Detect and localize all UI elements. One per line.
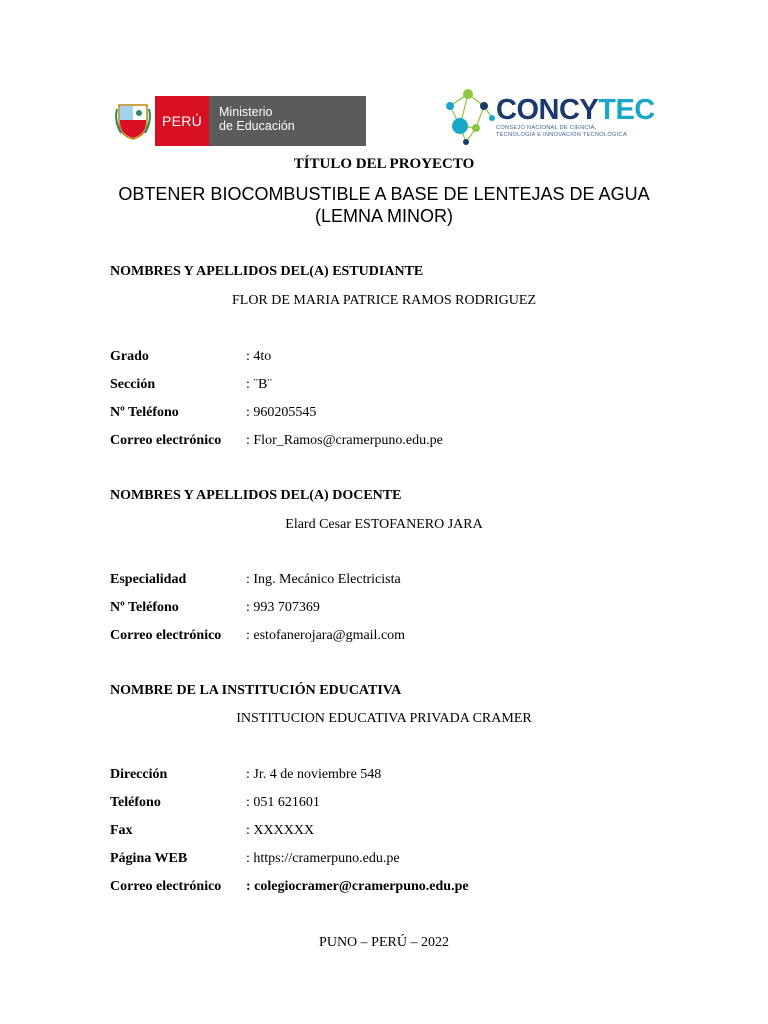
minedu-logo — [110, 96, 366, 146]
student-name: FLOR DE MARIA PATRICE RAMOS RODRIGUEZ — [231, 293, 537, 308]
teacher-field-label: Correo electrónico — [110, 628, 222, 643]
teacher-heading: NOMBRES Y APELLIDOS DEL(A) DOCENTE — [110, 488, 402, 503]
student-field-value: : ¨B¨ — [246, 377, 273, 392]
concytec-network-icon — [440, 84, 496, 148]
ministry-line2: de Educación — [219, 119, 295, 133]
concytec-logo — [440, 84, 655, 148]
student-field-value: : 960205545 — [246, 405, 317, 420]
institution-field-label: Teléfono — [110, 795, 161, 810]
student-field-value: : 4to — [246, 349, 272, 364]
footer-place-date: PUNO – PERÚ – 2022 — [319, 935, 449, 950]
teacher-field-value: : Ing. Mecánico Electricista — [246, 572, 401, 587]
teacher-email-value: : estofanerojara@gmail.com — [246, 628, 406, 643]
project-title-line1: OBTENER BIOCOMBUSTIBLE A BASE DE LENTEJAS DE AGUA — [118, 184, 650, 204]
institution-web-value: : https://cramerpuno.edu.pe — [246, 851, 400, 866]
institution-field-label: Página WEB — [110, 851, 188, 866]
institution-name: INSTITUCION EDUCATIVA PRIVADA CRAMER — [236, 711, 532, 726]
peru-coat-of-arms-icon — [110, 96, 155, 146]
student-field-label: Correo electrónico — [110, 433, 222, 448]
student-heading: NOMBRES Y APELLIDOS DEL(A) ESTUDIANTE — [110, 264, 424, 279]
institution-field-label: Fax — [110, 823, 133, 838]
concytec-subtitle: CONSEJO NACIONAL DE CIENCIA, TECNOLOGÍA E INNOVACIÓN TECNOLÓGICA — [496, 125, 627, 138]
institution-field-value: : Jr. 4 de noviembre 548 — [246, 767, 382, 782]
concytec-wordmark: CONCYTEC — [496, 94, 655, 126]
institution-field-label: Correo electrónico — [110, 879, 222, 894]
teacher-name: Elard Cesar ESTOFANERO JARA — [285, 517, 483, 532]
student-field-label: Sección — [110, 377, 156, 392]
ministry-line1: Ministerio — [219, 105, 273, 119]
institution-email-value: : colegiocramer@cramerpuno.edu.pe — [246, 879, 469, 894]
institution-heading: NOMBRE DE LA INSTITUCIÓN EDUCATIVA — [110, 683, 402, 698]
student-field-label: Nº Teléfono — [110, 405, 179, 420]
project-title-line2: (LEMNA MINOR) — [314, 206, 453, 226]
institution-field-value: : 051 621601 — [246, 795, 320, 810]
teacher-field-value: : 993 707369 — [246, 600, 320, 615]
project-heading: TÍTULO DEL PROYECTO — [293, 156, 475, 172]
student-field-label: Grado — [110, 349, 149, 364]
institution-field-label: Dirección — [110, 767, 168, 782]
peru-label: PERÚ — [155, 96, 209, 146]
teacher-field-label: Especialidad — [110, 572, 187, 587]
teacher-field-label: Nº Teléfono — [110, 600, 179, 615]
ministry-label — [209, 96, 366, 146]
student-email-value: : Flor_Ramos@cramerpuno.edu.pe — [246, 433, 443, 448]
institution-field-value: : XXXXXX — [246, 823, 315, 838]
